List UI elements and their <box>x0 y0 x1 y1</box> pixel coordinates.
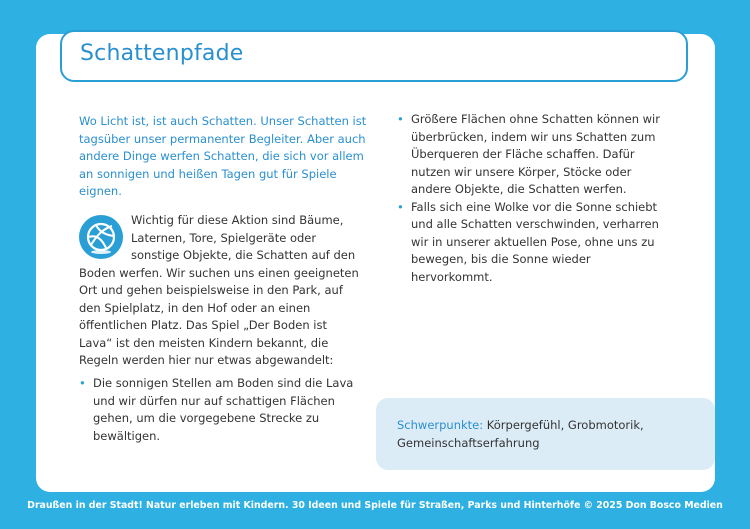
list-item-text: Größere Flächen ohne Schatten können wir überbrücken, indem wir uns Schatten zum Überqueren der Fläche schaffen. Dafür nutzen wir unsere Körper, Stöcke oder andere Objekte, die Schatten werfen. <box>411 112 660 196</box>
right-bullet-list <box>397 111 672 286</box>
list-item-text: Die sonnigen Stellen am Boden sind die Lava und wir dürfen nur auf schattigen Flächen gehen, um die vorgegebene Strecke zu bewältigen. <box>93 376 354 443</box>
icon-spacer <box>79 212 131 264</box>
list-item <box>397 199 672 287</box>
body-paragraph <box>79 212 363 370</box>
focus-label: Schwerpunkte: <box>397 418 484 432</box>
left-bullet-list <box>79 375 361 445</box>
intro-text: Wo Licht ist, ist auch Schatten. Unser Schatten ist tagsüber unser permanenter Begleiter. Aber auch andere Dinge werfen Schatten, die sich vor allem an sonnigen und heißen Tagen gut für Spiele eignen. <box>79 114 367 198</box>
list-item <box>397 111 672 199</box>
bullet-icon: • <box>79 376 86 390</box>
page-title: Schattenpfade <box>80 41 244 66</box>
title-box <box>60 30 688 82</box>
focus-value: Körpergefühl, Grobmotorik, Gemeinschaftserfahrung <box>397 418 644 450</box>
list-item-text: Falls sich eine Wolke vor die Sonne schiebt und alle Schatten verschwinden, verharren wir in unserer aktuellen Pose, ohne uns zu bewegen, bis die Sonne wieder hervorkommt. <box>411 199 659 284</box>
focus-box <box>376 398 715 470</box>
body-text: Wichtig für diese Aktion sind Bäume, Laternen, Tore, Spielgeräte oder sonstige Objekte, die Schatten auf den Boden werfen. Wir suchen uns einen geeigneten Ort und gehen beispielsweise in den Park, auf den Spielplatz, in den Hof oder an einen öffentlichen Platz. Das Spiel „Der Boden ist Lava“ ist den meisten Kindern bekannt, die Regeln werden hier nur etwas abgewandelt: <box>79 213 359 367</box>
bullet-icon: • <box>397 199 404 214</box>
focus-text <box>397 416 697 452</box>
bullet-icon: • <box>397 112 404 126</box>
list-item <box>79 375 361 445</box>
footer-credits: Draußen in der Stadt! Natur erleben mit Kindern. 30 Ideen und Spiele für Straßen, Parks und Hinterhöfe © 2025 Don Bosco Medien <box>27 500 723 511</box>
